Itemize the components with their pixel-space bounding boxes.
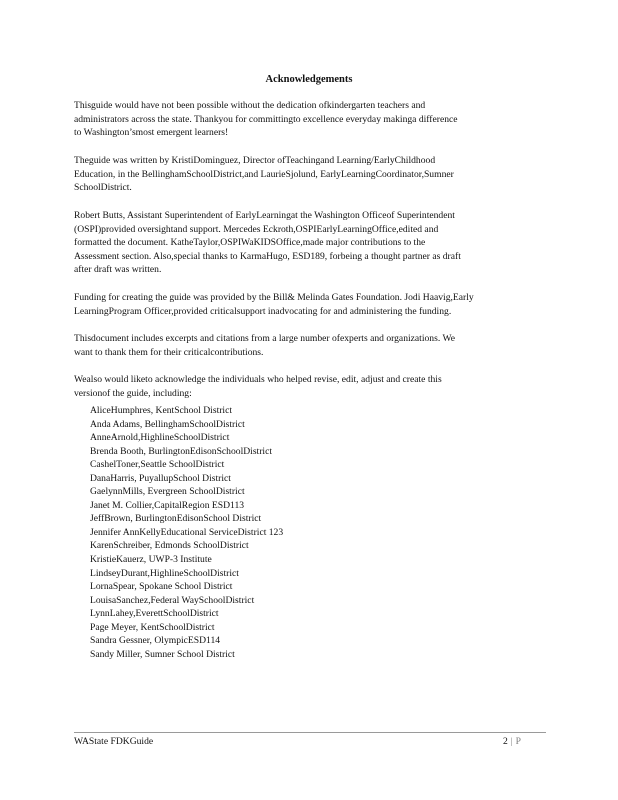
page-number-value: 2 bbox=[502, 736, 508, 747]
contributor-list bbox=[90, 404, 283, 661]
authors-paragraph bbox=[74, 154, 546, 195]
paragraph-line: (OSPI)provided oversightand support. Mercedes Eckroth,OSPIEarlyLearningOffice,edited and bbox=[74, 223, 439, 235]
paragraph-line: formatted the document. KatheTaylor,OSPIWaKIDSOffice,made major contributions to the bbox=[74, 237, 426, 249]
contributor-item: Brenda Booth, BurlingtonEdisonSchoolDistrict bbox=[90, 445, 273, 457]
contributor-item: Sandy Miller, Sumner School District bbox=[90, 648, 235, 660]
intro-paragraph bbox=[74, 99, 546, 140]
contributor-item: Janet M. Collier,CapitalRegion ESD113 bbox=[90, 499, 245, 511]
footer-title: WAState FDKGuide bbox=[74, 736, 154, 747]
oversight-paragraph bbox=[74, 209, 546, 277]
contributor-item: LindseyDurant,HighlineSchoolDistrict bbox=[90, 567, 239, 579]
paragraph-line: want to thank them for their criticalcontributions. bbox=[74, 346, 264, 358]
paragraph-line: Theguide was written by KristiDominguez, Director ofTeachingand Learning/EarlyChildhood bbox=[74, 155, 436, 166]
contributor-item: Anda Adams, BellinghamSchoolDistrict bbox=[90, 418, 245, 430]
funding-paragraph bbox=[74, 291, 546, 318]
paragraph-line: administrators across the state. Thankyou for committingto excellence everyday makinga difference bbox=[74, 113, 458, 125]
acknowledge-paragraph bbox=[74, 373, 546, 400]
paragraph-line: versionof the guide, including: bbox=[74, 387, 192, 399]
paragraph-line: SchoolDistrict. bbox=[74, 182, 132, 194]
paragraph-line: Education, in the BellinghamSchoolDistrict,and LaurieSjolund, EarlyLearningCoordinator,Sumner bbox=[74, 168, 454, 180]
paragraph-line: to Washington’smost emergent learners! bbox=[74, 127, 229, 139]
contributor-item: CashelToner,Seattle SchoolDistrict bbox=[90, 459, 225, 471]
contributor-item: Sandra Gessner, OlympicESD114 bbox=[90, 635, 221, 647]
contributor-item: AnneArnold,HighlineSchoolDistrict bbox=[90, 432, 230, 444]
paragraph-line: after draft was written. bbox=[74, 264, 162, 276]
contributor-item: LouisaSanchez,Federal WaySchoolDistrict bbox=[90, 594, 255, 606]
contributor-item: Page Meyer, KentSchoolDistrict bbox=[90, 621, 215, 633]
page-number bbox=[503, 736, 522, 747]
contributor-item: Jennifer AnnKellyEducational ServiceDistrict 123 bbox=[90, 526, 284, 538]
contributor-item: LynnLahey,EverettSchoolDistrict bbox=[90, 608, 219, 620]
paragraph-line: Thisguide would have not been possible without the dedication ofkindergarten teachers and bbox=[74, 100, 426, 111]
contributor-item: KristieKauerz, UWP-3 Institute bbox=[90, 554, 212, 566]
contributor-item: DanaHarris, PuyallupSchool District bbox=[90, 472, 231, 484]
paragraph-line: LearningProgram Officer,provided criticalsupport inadvocating for and administering the funding. bbox=[74, 305, 452, 317]
contributor-item: GaelynnMills, Evergreen SchoolDistrict bbox=[90, 486, 245, 498]
footer-divider bbox=[74, 732, 546, 733]
contributor-item: AliceHumphres, KentSchool District bbox=[90, 405, 233, 416]
excerpts-paragraph bbox=[74, 332, 546, 359]
page-separator: | bbox=[510, 736, 513, 747]
page-label: P bbox=[515, 736, 522, 747]
paragraph-line: Thisdocument includes excerpts and citations from a large number ofexperts and organizations. We bbox=[74, 333, 455, 344]
contributor-item: KarenSchreiber, Edmonds SchoolDistrict bbox=[90, 540, 249, 552]
paragraph-line: Assessment section. Also,special thanks to KarmaHugo, ESD189, forbeing a thought partner as draft bbox=[74, 250, 461, 262]
contributor-item: LornaSpear, Spokane School District bbox=[90, 581, 233, 593]
page-title: Acknowledgements bbox=[265, 74, 353, 85]
paragraph-line: Wealso would liketo acknowledge the individuals who helped revise, edit, adjust and create this bbox=[74, 374, 442, 385]
contributor-item: JeffBrown, BurlingtonEdisonSchool District bbox=[90, 513, 262, 525]
paragraph-line: Funding for creating the guide was provided by the Bill& Melinda Gates Foundation. Jodi Haavig,Early bbox=[74, 292, 474, 303]
paragraph-line: Robert Butts, Assistant Superintendent of EarlyLearningat the Washington Officeof Superintendent bbox=[74, 210, 455, 221]
